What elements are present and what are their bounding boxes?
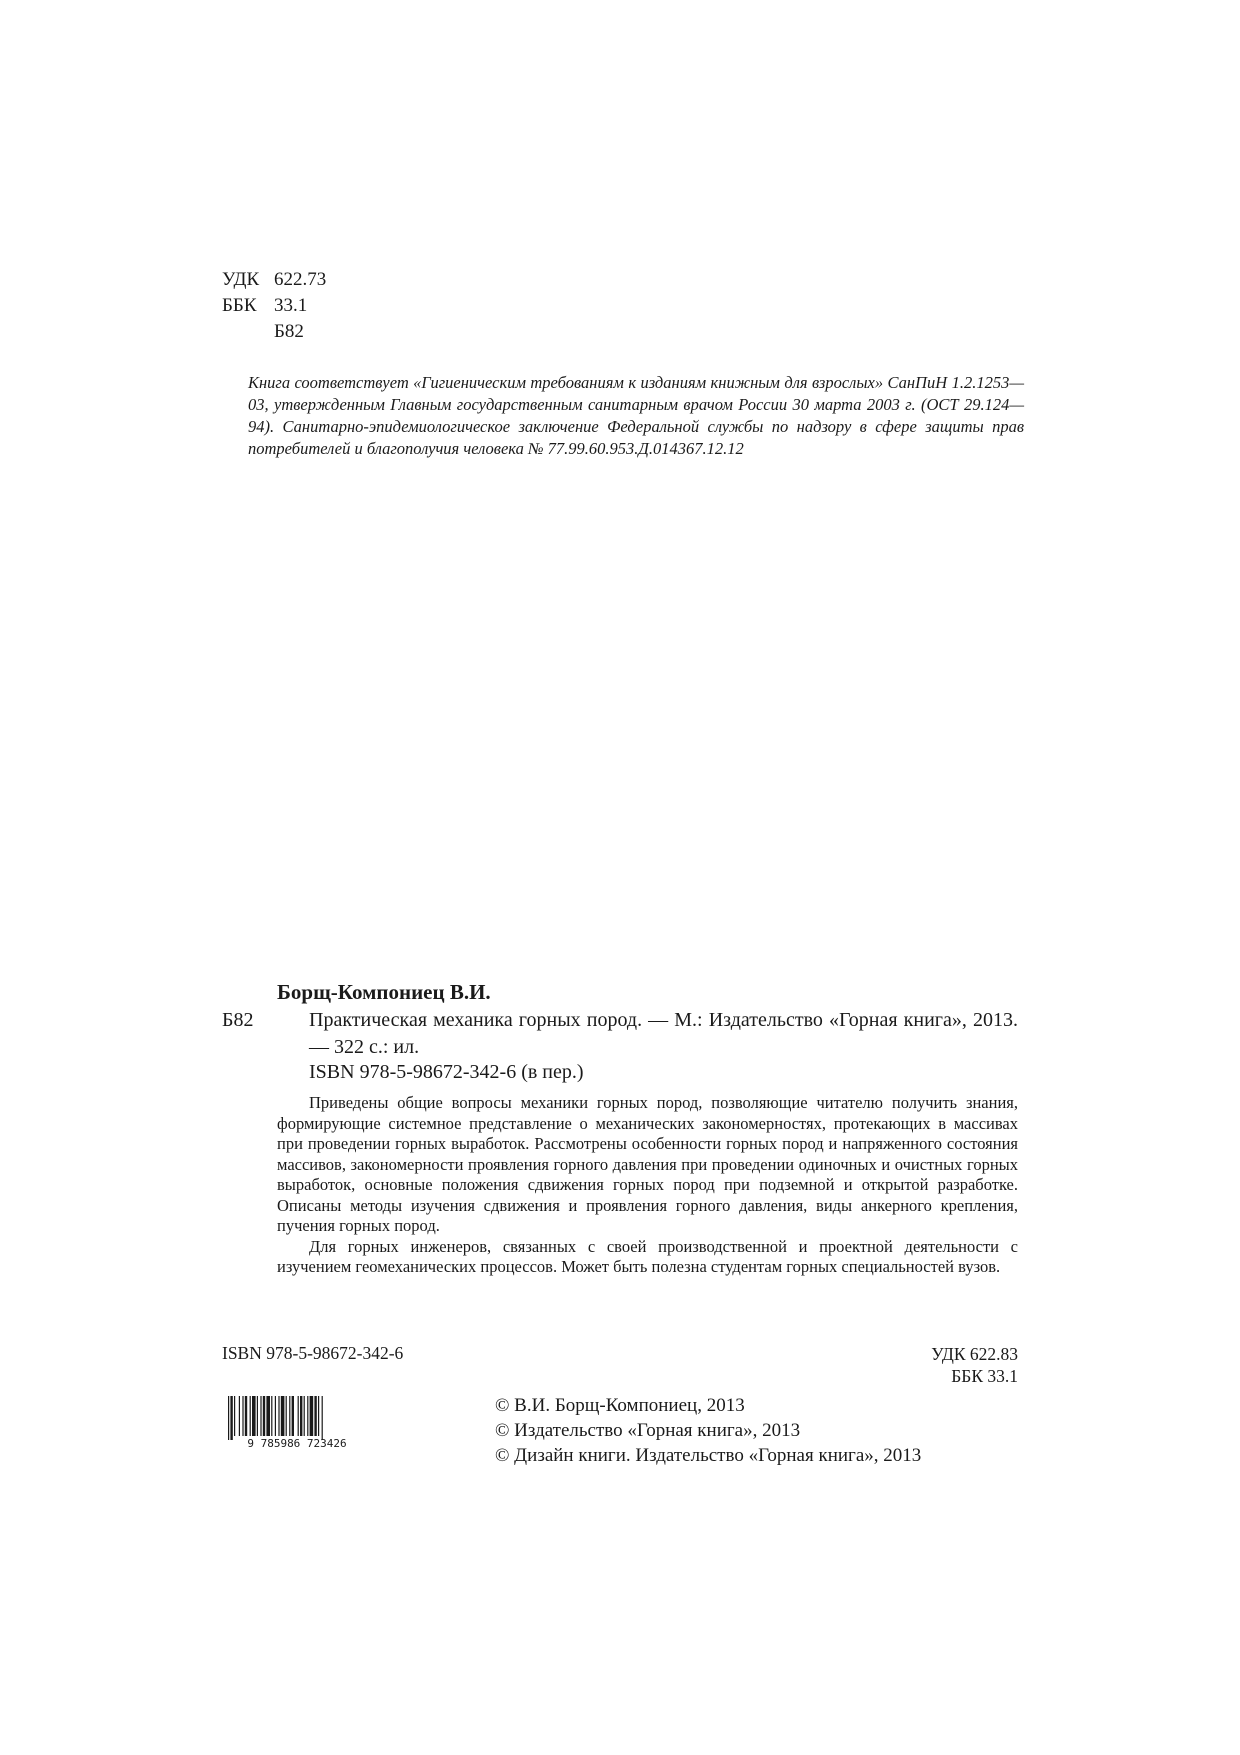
barcode-bar xyxy=(289,1396,290,1436)
copyright-block xyxy=(495,1393,921,1468)
barcode-bar xyxy=(239,1396,240,1436)
abstract-paragraph-2: Для горных инженеров, связанных с своей производственной и проектной деятельности с изучением геомеханических процессов. Может быть полезна студентам горных специальностей вузов. xyxy=(277,1236,1018,1276)
copyright-publisher: © Издательство «Горная книга», 2013 xyxy=(495,1420,801,1441)
copyright-author: © В.И. Борщ-Компониец, 2013 xyxy=(495,1395,745,1416)
footer-bbk: ББК 33.1 xyxy=(951,1366,1018,1386)
author-mark: Б82 xyxy=(274,321,304,342)
copyright-design: © Дизайн книги. Издательство «Горная книга», 2013 xyxy=(495,1445,922,1466)
barcode-bar xyxy=(307,1396,308,1436)
barcode-bar xyxy=(281,1396,285,1436)
bibliography-title: Практическая механика горных пород. — М.: Издательство «Горная книга», 2013. — 322 с.: ил. xyxy=(309,1009,1018,1058)
barcode-bar xyxy=(310,1396,314,1436)
barcode-bar xyxy=(286,1396,287,1436)
barcode-bar xyxy=(260,1396,261,1436)
abstract xyxy=(277,1093,1018,1278)
barcode-bar xyxy=(230,1396,232,1440)
barcode-bar xyxy=(275,1396,276,1436)
barcode-bar xyxy=(304,1396,305,1436)
barcode-bar xyxy=(228,1396,229,1440)
barcode-bar xyxy=(250,1396,251,1436)
abstract-paragraph-1: Приведены общие вопросы механики горных пород, позволяющие читателю получить знания, формирующие системное представление о механических закономерностях, протекающих в массивах при проведении горных выработок. Рассмотрены особенности горных пород и напряженного состояния массивов, закономерности проявления горного давления при проведении одиночных и очистных горных выработок, основные положения сдвижения горных пород при подземной и открытой разработке. Описаны методы изучения сдвижения и проявления горного давления, виды анкерного крепления, пучения горных пород. xyxy=(277,1093,1018,1235)
barcode-bar xyxy=(318,1396,319,1436)
barcode-bar xyxy=(234,1396,235,1436)
barcode-bar xyxy=(266,1396,270,1436)
barcode-bar xyxy=(300,1396,302,1436)
barcode-bar xyxy=(252,1396,256,1436)
udk-line xyxy=(222,267,326,293)
barcode-bar xyxy=(271,1396,272,1436)
bbk-value: 33.1 xyxy=(274,295,308,316)
barcode-bar xyxy=(278,1396,279,1436)
barcode-bar xyxy=(314,1396,316,1436)
footer-isbn: ISBN 978-5-98672-342-6 xyxy=(222,1343,404,1363)
classification-codes xyxy=(222,267,326,345)
footer-udk: УДК 622.83 xyxy=(931,1344,1018,1364)
barcode-bar xyxy=(245,1396,247,1436)
barcode-bar xyxy=(322,1396,323,1440)
book-author: Борщ-Компониец В.И. xyxy=(277,980,491,1004)
udk-label: УДК xyxy=(222,269,260,290)
barcode-bar xyxy=(242,1396,243,1436)
bibliography-mark: Б82 xyxy=(222,1009,254,1031)
udk-value: 622.73 xyxy=(274,269,327,290)
barcode-bar xyxy=(292,1396,294,1436)
bbk-label: ББК xyxy=(222,295,257,316)
isbn-barcode xyxy=(222,1394,372,1449)
barcode-bar xyxy=(257,1396,258,1436)
barcode-bar xyxy=(263,1396,265,1436)
barcode-digits: 9 785986 723426 xyxy=(247,1437,347,1449)
sanpin-notice: Книга соответствует «Гигиеническим требованиям к изданиям книжным для взрослых» СанПиН 1.2.1253—03, утвержденным Главным государственным санитарным врачом России 30 марта 2003 г. (ОСТ 29.124—94). Санитарно-эпидемиологическое заключение Федеральной службы по надзору в сфере защиты прав потребителей и благополучия человека № 77.99.60.953.Д.014367.12.12 xyxy=(248,373,1024,458)
footer-codes xyxy=(931,1343,1018,1387)
bibliography-isbn: ISBN 978-5-98672-342-6 (в пер.) xyxy=(309,1061,584,1083)
barcode-bar xyxy=(298,1396,299,1436)
bbk-line xyxy=(222,293,326,319)
